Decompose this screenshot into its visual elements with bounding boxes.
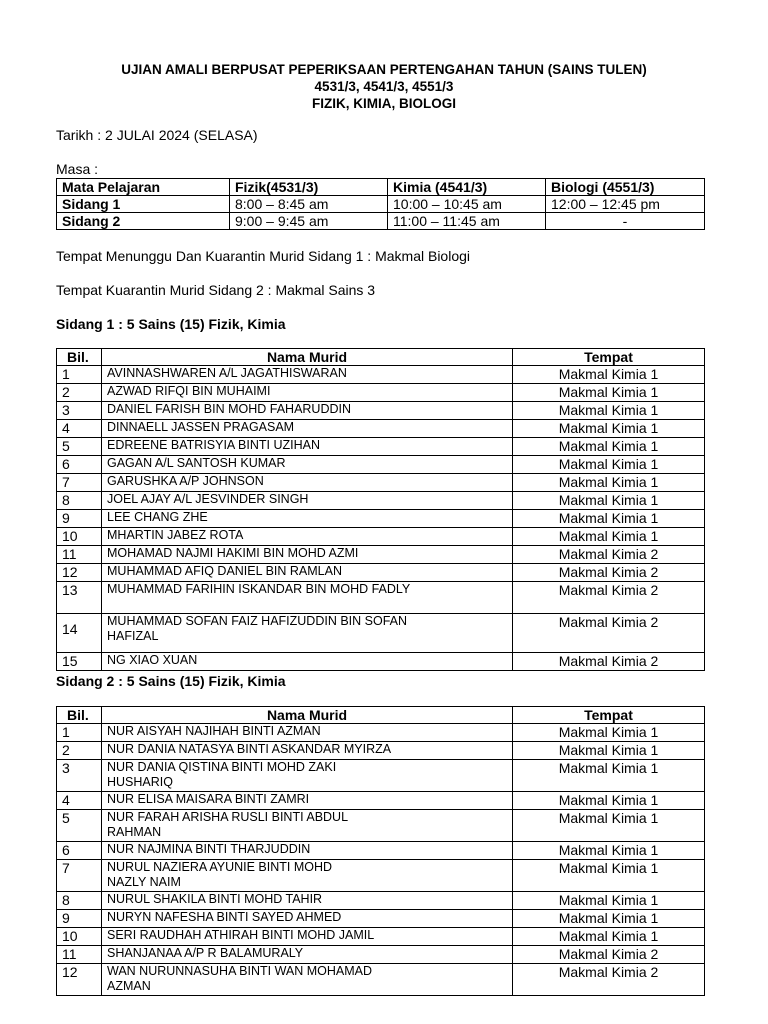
tempat-cell: Makmal Kimia 1 bbox=[513, 724, 705, 742]
tempat-cell: Makmal Kimia 1 bbox=[513, 528, 705, 546]
bil-cell: 3 bbox=[57, 760, 102, 792]
tempat-cell: Makmal Kimia 1 bbox=[513, 492, 705, 510]
table-header-cell: Tempat bbox=[513, 349, 705, 366]
tempat-cell: Makmal Kimia 1 bbox=[513, 860, 705, 892]
nama-cell: JOEL AJAY A/L JESVINDER SINGH bbox=[102, 492, 513, 510]
bil-cell: 4 bbox=[57, 420, 102, 438]
tempat-cell: Makmal Kimia 1 bbox=[513, 842, 705, 860]
tempat-cell: Makmal Kimia 2 bbox=[513, 564, 705, 582]
nama-cell: NUR FARAH ARISHA RUSLI BINTI ABDUL RAHMAN bbox=[102, 810, 513, 842]
nama-cell: NUR DANIA QISTINA BINTI MOHD ZAKI HUSHARIQ bbox=[102, 760, 513, 792]
masa-cell: 9:00 – 9:45 am bbox=[230, 213, 388, 230]
tempat-sidang2-line: Tempat Kuarantin Murid Sidang 2 : Makmal Sains 3 bbox=[56, 282, 376, 298]
nama-cell: MHARTIN JABEZ ROTA bbox=[102, 528, 513, 546]
tempat-cell: Makmal Kimia 2 bbox=[513, 582, 705, 614]
masa-table bbox=[56, 178, 705, 230]
tempat-cell: Makmal Kimia 1 bbox=[513, 456, 705, 474]
tempat-cell: Makmal Kimia 1 bbox=[513, 402, 705, 420]
table-row bbox=[57, 860, 705, 892]
bil-cell: 1 bbox=[57, 724, 102, 742]
tempat-cell: Makmal Kimia 1 bbox=[513, 742, 705, 760]
masa-row bbox=[57, 196, 705, 213]
table-row bbox=[57, 946, 705, 964]
tempat-cell: Makmal Kimia 1 bbox=[513, 928, 705, 946]
bil-cell: 3 bbox=[57, 402, 102, 420]
bil-cell: 7 bbox=[57, 860, 102, 892]
table-header-cell: Bil. bbox=[57, 349, 102, 366]
nama-cell: MOHAMAD NAJMI HAKIMI BIN MOHD AZMI bbox=[102, 546, 513, 564]
tempat-cell: Makmal Kimia 1 bbox=[513, 510, 705, 528]
table-row bbox=[57, 910, 705, 928]
nama-cell: SERI RAUDHAH ATHIRAH BINTI MOHD JAMIL bbox=[102, 928, 513, 946]
nama-cell: NUR ELISA MAISARA BINTI ZAMRI bbox=[102, 792, 513, 810]
table-row bbox=[57, 742, 705, 760]
nama-cell: NURYN NAFESHA BINTI SAYED AHMED bbox=[102, 910, 513, 928]
nama-cell: MUHAMMAD FARIHIN ISKANDAR BIN MOHD FADLY bbox=[102, 582, 513, 614]
tempat-cell: Makmal Kimia 1 bbox=[513, 366, 705, 384]
table-row bbox=[57, 760, 705, 792]
nama-cell: MUHAMMAD SOFAN FAIZ HAFIZUDDIN BIN SOFAN HAFIZAL bbox=[102, 614, 513, 653]
bil-cell: 1 bbox=[57, 366, 102, 384]
tempat-cell: Makmal Kimia 1 bbox=[513, 760, 705, 792]
nama-cell: NURUL SHAKILA BINTI MOHD TAHIR bbox=[102, 892, 513, 910]
bil-cell: 7 bbox=[57, 474, 102, 492]
table-row bbox=[57, 564, 705, 582]
document-title-line1: UJIAN AMALI BERPUSAT PEPERIKSAAN PERTENGAHAN TAHUN (SAINS TULEN) bbox=[121, 62, 647, 77]
bil-cell: 14 bbox=[57, 614, 102, 653]
table-row bbox=[57, 792, 705, 810]
table-header-cell: Tempat bbox=[513, 707, 705, 724]
bil-cell: 12 bbox=[57, 964, 102, 996]
table-row bbox=[57, 653, 705, 671]
table-row bbox=[57, 384, 705, 402]
nama-cell: NURUL NAZIERA AYUNIE BINTI MOHD NAZLY NAIM bbox=[102, 860, 513, 892]
masa-label: Masa : bbox=[56, 161, 99, 177]
nama-cell: WAN NURUNNASUHA BINTI WAN MOHAMAD AZMAN bbox=[102, 964, 513, 996]
tarikh-line: Tarikh : 2 JULAI 2024 (SELASA) bbox=[56, 127, 258, 143]
masa-header-cell: Mata Pelajaran bbox=[57, 179, 230, 196]
table-header-cell: Nama Murid bbox=[102, 349, 513, 366]
table-header-cell: Nama Murid bbox=[102, 707, 513, 724]
tempat-sidang1-line: Tempat Menunggu Dan Kuarantin Murid Sidang 1 : Makmal Biologi bbox=[56, 248, 471, 264]
table-header-row bbox=[57, 707, 705, 724]
table-header-cell: Bil. bbox=[57, 707, 102, 724]
masa-row bbox=[57, 213, 705, 230]
sidang2-heading: Sidang 2 : 5 Sains (15) Fizik, Kimia bbox=[56, 673, 286, 689]
masa-cell: 10:00 – 10:45 am bbox=[388, 196, 546, 213]
table-row bbox=[57, 582, 705, 614]
tempat-cell: Makmal Kimia 1 bbox=[513, 910, 705, 928]
bil-cell: 5 bbox=[57, 810, 102, 842]
table-row bbox=[57, 842, 705, 860]
table-row bbox=[57, 892, 705, 910]
tempat-cell: Makmal Kimia 2 bbox=[513, 614, 705, 653]
table-header-row bbox=[57, 349, 705, 366]
nama-cell: GAGAN A/L SANTOSH KUMAR bbox=[102, 456, 513, 474]
masa-cell: 11:00 – 11:45 am bbox=[388, 213, 546, 230]
tempat-cell: Makmal Kimia 1 bbox=[513, 810, 705, 842]
bil-cell: 6 bbox=[57, 842, 102, 860]
bil-cell: 5 bbox=[57, 438, 102, 456]
table-row bbox=[57, 366, 705, 384]
bil-cell: 2 bbox=[57, 742, 102, 760]
nama-cell: NUR DANIA NATASYA BINTI ASKANDAR MYIRZA bbox=[102, 742, 513, 760]
tempat-cell: Makmal Kimia 2 bbox=[513, 653, 705, 671]
bil-cell: 4 bbox=[57, 792, 102, 810]
table-row bbox=[57, 474, 705, 492]
table-row bbox=[57, 546, 705, 564]
tempat-cell: Makmal Kimia 1 bbox=[513, 420, 705, 438]
table-row bbox=[57, 438, 705, 456]
table-row bbox=[57, 456, 705, 474]
nama-cell: DANIEL FARISH BIN MOHD FAHARUDDIN bbox=[102, 402, 513, 420]
bil-cell: 11 bbox=[57, 946, 102, 964]
table-row bbox=[57, 724, 705, 742]
bil-cell: 12 bbox=[57, 564, 102, 582]
bil-cell: 2 bbox=[57, 384, 102, 402]
tempat-cell: Makmal Kimia 1 bbox=[513, 892, 705, 910]
nama-cell: LEE CHANG ZHE bbox=[102, 510, 513, 528]
nama-cell: NUR AISYAH NAJIHAH BINTI AZMAN bbox=[102, 724, 513, 742]
bil-cell: 6 bbox=[57, 456, 102, 474]
masa-cell: 8:00 – 8:45 am bbox=[230, 196, 388, 213]
tempat-cell: Makmal Kimia 1 bbox=[513, 474, 705, 492]
table-row bbox=[57, 510, 705, 528]
table-row bbox=[57, 528, 705, 546]
bil-cell: 15 bbox=[57, 653, 102, 671]
sidang1-heading: Sidang 1 : 5 Sains (15) Fizik, Kimia bbox=[56, 316, 286, 332]
nama-cell: AZWAD RIFQI BIN MUHAIMI bbox=[102, 384, 513, 402]
nama-cell: NUR NAJMINA BINTI THARJUDDIN bbox=[102, 842, 513, 860]
table-row bbox=[57, 402, 705, 420]
bil-cell: 10 bbox=[57, 928, 102, 946]
bil-cell: 8 bbox=[57, 892, 102, 910]
masa-cell: - bbox=[546, 213, 705, 230]
document-title-line3: FIZIK, KIMIA, BIOLOGI bbox=[312, 96, 456, 111]
masa-cell: Sidang 2 bbox=[57, 213, 230, 230]
bil-cell: 13 bbox=[57, 582, 102, 614]
nama-cell: AVINNASHWAREN A/L JAGATHISWARAN bbox=[102, 366, 513, 384]
document-title-line2: 4531/3, 4541/3, 4551/3 bbox=[314, 79, 454, 94]
table-row bbox=[57, 928, 705, 946]
masa-cell: 12:00 – 12:45 pm bbox=[546, 196, 705, 213]
masa-header-cell: Kimia (4541/3) bbox=[388, 179, 546, 196]
table-row bbox=[57, 420, 705, 438]
tempat-cell: Makmal Kimia 1 bbox=[513, 438, 705, 456]
tempat-cell: Makmal Kimia 2 bbox=[513, 946, 705, 964]
bil-cell: 8 bbox=[57, 492, 102, 510]
nama-cell: NG XIAO XUAN bbox=[102, 653, 513, 671]
table-row bbox=[57, 810, 705, 842]
masa-header-cell: Fizik(4531/3) bbox=[230, 179, 388, 196]
tempat-cell: Makmal Kimia 2 bbox=[513, 964, 705, 996]
masa-header-row bbox=[57, 179, 705, 196]
tempat-cell: Makmal Kimia 2 bbox=[513, 546, 705, 564]
nama-cell: SHANJANAA A/P R BALAMURALY bbox=[102, 946, 513, 964]
table-row bbox=[57, 614, 705, 653]
table-row bbox=[57, 964, 705, 996]
nama-cell: EDREENE BATRISYIA BINTI UZIHAN bbox=[102, 438, 513, 456]
tempat-cell: Makmal Kimia 1 bbox=[513, 792, 705, 810]
bil-cell: 10 bbox=[57, 528, 102, 546]
nama-cell: DINNAELL JASSEN PRAGASAM bbox=[102, 420, 513, 438]
masa-header-cell: Biologi (4551/3) bbox=[546, 179, 705, 196]
sidang2-table bbox=[56, 706, 705, 996]
bil-cell: 11 bbox=[57, 546, 102, 564]
nama-cell: MUHAMMAD AFIQ DANIEL BIN RAMLAN bbox=[102, 564, 513, 582]
table-row bbox=[57, 492, 705, 510]
sidang1-table bbox=[56, 348, 705, 671]
masa-cell: Sidang 1 bbox=[57, 196, 230, 213]
nama-cell: GARUSHKA A/P JOHNSON bbox=[102, 474, 513, 492]
tempat-cell: Makmal Kimia 1 bbox=[513, 384, 705, 402]
bil-cell: 9 bbox=[57, 910, 102, 928]
bil-cell: 9 bbox=[57, 510, 102, 528]
